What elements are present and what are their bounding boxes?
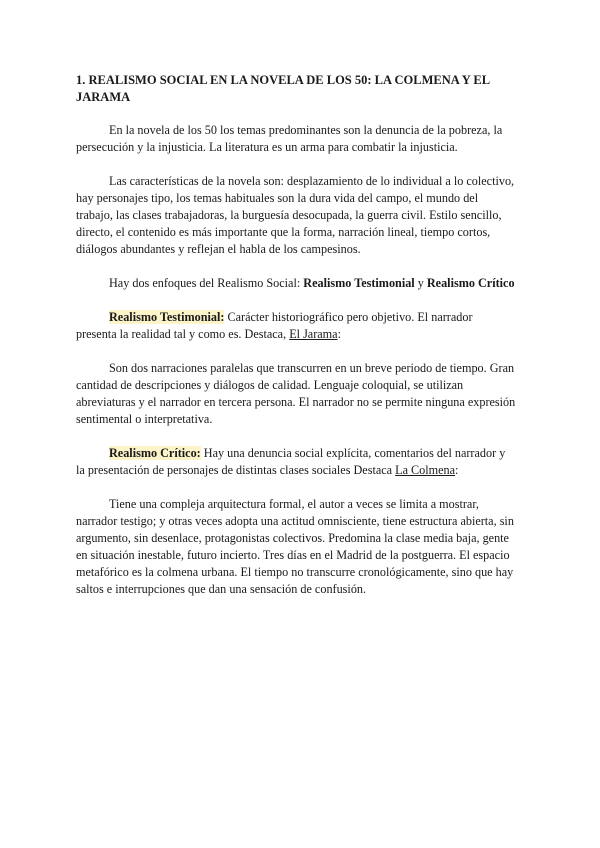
- paragraph-jarama-description: Son dos narraciones paralelas que transcurren en un breve periodo de tiempo. Gran cantidad de descripciones y diálogos de calidad. Lenguaje coloquial, se utilizan abreviaturas y el narrador en tercera persona. El narrador no se permite ninguna expresión sentimental o interpretativa.: [76, 361, 516, 426]
- paragraph-approaches: [76, 275, 516, 292]
- approaches-conjunction: y: [414, 276, 427, 290]
- term-critico: Realismo Crítico: [426, 276, 515, 290]
- critico-end: :: [455, 463, 459, 477]
- testimonial-end: :: [337, 327, 341, 341]
- paragraph-testimonial: [76, 309, 516, 343]
- work-el-jarama: El Jarama: [289, 327, 338, 341]
- label-critico: Realismo Crítico:: [109, 446, 201, 460]
- approaches-text: Hay dos enfoques del Realismo Social:: [109, 276, 304, 290]
- critico-text: Hay una denuncia social explícita, comentarios del narrador y la presentación de personajes de distintas clases sociales Destaca: [76, 446, 506, 477]
- paragraph-characteristics: Las características de la novela son: desplazamiento de lo individual a lo colectivo, hay personajes tipo, los temas habituales son la dura vida del campo, el mundo del trabajo, las clases trabajadoras, la burguesía desocupada, la guerra civil. Estilo sencillo, directo, el contenido es más importante que la forma, narración lineal, tiempo cortos, diálogos abundantes y reflejan el habla de los campesinos.: [76, 174, 515, 256]
- paragraph-colmena-description: Tiene una compleja arquitectura formal, el autor a veces se limita a mostrar, narrador testigo; y otras veces adopta una actitud omnisciente, tiene estructura abierta, sin argumento, sin desenlace, protagonistas colectivos. Predomina la clase media baja, gente en situación inestable, futuro incierto. Tres días en el Madrid de la postguerra. El espacio metafórico es la colmena urbana. El tiempo no transcurre cronológicamente, sino que hay saltos e interrupciones que dan una sensación de confusión.: [76, 497, 514, 596]
- testimonial-text: Carácter historiográfico pero objetivo. El narrador presenta la realidad tal y como es. Destaca,: [76, 310, 473, 341]
- work-la-colmena: La Colmena: [395, 463, 456, 477]
- paragraph-critico: [76, 445, 516, 479]
- paragraph-intro: En la novela de los 50 los temas predominantes son la denuncia de la pobreza, la persecución y la injusticia. La literatura es un arma para combatir la injusticia.: [76, 123, 503, 154]
- section-title: 1. REALISMO SOCIAL EN LA NOVELA DE LOS 50: LA COLMENA Y EL JARAMA: [76, 73, 490, 104]
- label-testimonial: Realismo Testimonial:: [109, 310, 225, 324]
- term-testimonial: Realismo Testimonial: [303, 276, 415, 290]
